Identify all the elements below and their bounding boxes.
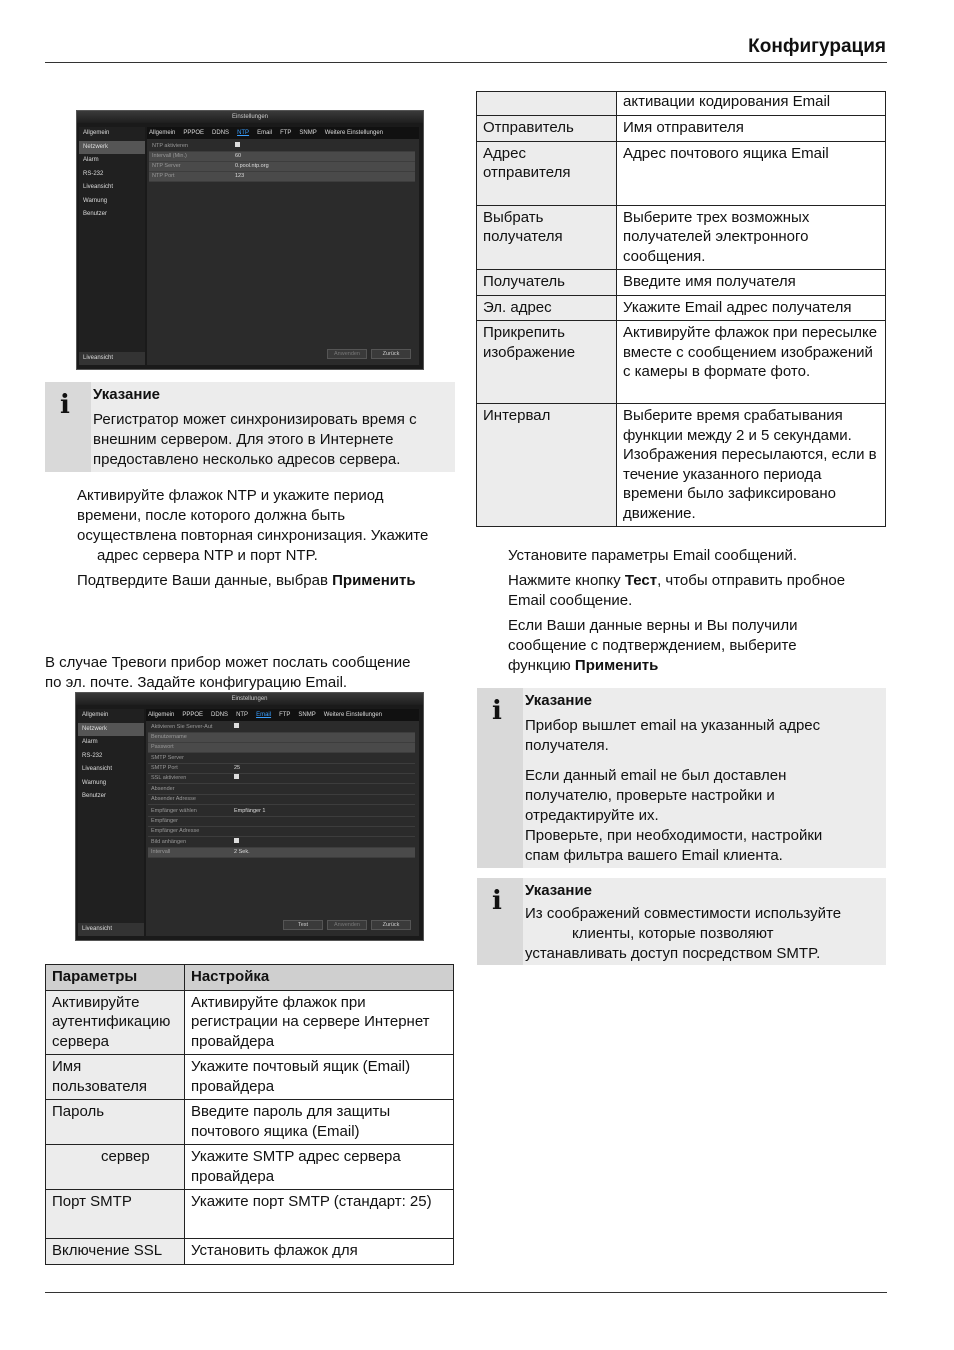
page-title: Конфигурация bbox=[748, 36, 886, 57]
settings-row: SMTP Server bbox=[148, 754, 415, 764]
settings-row: Empfänger Adresse bbox=[148, 827, 415, 837]
note-title: Указание bbox=[93, 386, 161, 403]
settings-row: NTP Server 0.pool.ntp.org bbox=[149, 162, 415, 172]
table-row: Интервал Выберите время срабатывания функции между 2 и 5 секундами. Изображения пересылаются, если в течение указанного периода времени было зафиксировано движение. bbox=[477, 404, 886, 527]
note-box bbox=[45, 382, 455, 472]
tab: SNMP bbox=[299, 130, 317, 136]
settings-row: SMTP Port 25 bbox=[148, 764, 415, 774]
email-settings-screenshot bbox=[75, 692, 424, 941]
table-row: активации кодирования Email bbox=[477, 92, 886, 116]
settings-row: Benutzername bbox=[148, 733, 415, 743]
back-button: Zurück bbox=[371, 920, 411, 930]
settings-row: Bild anhängen bbox=[148, 838, 415, 848]
email-params-table-continued bbox=[476, 91, 886, 527]
tab: PPPOE bbox=[182, 712, 204, 718]
note-text: Регистратор может синхронизировать время с внешним сервером. Для этого в Интернете предоставлено несколько адресов сервера. bbox=[93, 411, 417, 468]
sidebar-item: Allgemein bbox=[82, 712, 109, 718]
apply-button: Anwenden bbox=[327, 349, 367, 359]
sidebar-item: Warnung bbox=[83, 197, 108, 204]
sidebar-live-item: Liveansicht bbox=[78, 923, 144, 937]
settings-row: Intervall 2 Sek. bbox=[148, 848, 415, 858]
table-header-row: Параметры Настройка bbox=[46, 965, 454, 991]
tab: Weitere Einstellungen bbox=[323, 712, 383, 718]
email-instructions: Установите параметры Email сообщений. Нажмите кнопку Тест, чтобы отправить пробное Email сообщение. Если Ваши данные верны и Вы получили сообщение с подтверждением, выберите функцию Применить bbox=[508, 547, 846, 674]
checkbox-icon bbox=[234, 838, 239, 843]
settings-row: SSL aktivieren bbox=[148, 774, 415, 784]
sidebar-item: Alarm bbox=[83, 157, 99, 163]
tab: SNMP bbox=[298, 712, 316, 718]
tab: Allgemein bbox=[149, 130, 176, 136]
settings-row: Absender bbox=[148, 785, 415, 795]
header-rule bbox=[45, 62, 887, 63]
sidebar-item: Liveansicht bbox=[82, 766, 113, 772]
settings-row: Empfänger bbox=[148, 817, 415, 827]
checkbox-icon bbox=[234, 723, 239, 728]
sidebar-item-selected: Netzwerk bbox=[78, 723, 144, 737]
screenshot-sidebar bbox=[79, 127, 145, 365]
settings-row: Empfänger wählen Empfänger 1 bbox=[148, 807, 415, 817]
note-text: Из соображений совместимости используйте клиенты, которые позволяют устанавливать доступ посредством SMTP. bbox=[525, 905, 842, 962]
checkbox-icon bbox=[234, 774, 239, 779]
note-title: Указание bbox=[525, 882, 593, 899]
note-text: Прибор вышлет email на указанный адрес получателя. Если данный email не был доставлен получателю, проверьте настройки и отредактируйте их. Проверьте, при необходимости, настройки спам фильтра вашего Email клиента. bbox=[525, 717, 823, 864]
info-icon: i bbox=[60, 390, 70, 420]
screenshot-panel bbox=[147, 139, 419, 365]
info-icon: i bbox=[492, 886, 502, 916]
tab-active: NTP bbox=[237, 130, 250, 136]
table-row: Порт SMTP Укажите порт SMTP (стандарт: 25) bbox=[46, 1190, 454, 1239]
sidebar-item: Warnung bbox=[82, 779, 107, 786]
tab: NTP bbox=[236, 712, 249, 718]
ntp-instructions: Активируйте флажок NTP и укажите период времени, после которого должна быть осуществлена повторная синхронизация. Укажите адрес сервера NTP и порт NTP. Подтвердите Ваши данные, выбрав Применить bbox=[77, 487, 429, 589]
settings-row: Aktivieren Sie Server-Aut bbox=[148, 723, 415, 733]
table-row: Прикрепить изображение Активируйте флажок при пересылке вместе с сообщением изображений с камеры в формате фото. bbox=[477, 321, 886, 404]
screenshot-panel bbox=[146, 721, 419, 936]
email-params-table bbox=[45, 964, 454, 1265]
sidebar-item: Alarm bbox=[82, 739, 98, 745]
settings-row: NTP aktivieren bbox=[149, 142, 415, 152]
tab: Allgemein bbox=[148, 712, 175, 718]
note-box bbox=[477, 878, 886, 965]
table-row: Активируйте аутентификацию сервера Активируйте флажок при регистрации на сервере Интернет провайдера bbox=[46, 990, 454, 1055]
settings-row: Intervall (Min.) 60 bbox=[149, 152, 415, 162]
tab: Weitere Einstellungen bbox=[324, 130, 384, 136]
tab: DDNS bbox=[211, 712, 229, 718]
table-row: Эл. адрес Укажите Email адрес получателя bbox=[477, 295, 886, 321]
settings-row: NTP Port 123 bbox=[149, 172, 415, 182]
checkbox-icon bbox=[235, 142, 240, 147]
sidebar-item: Benutzer bbox=[82, 793, 107, 799]
note-box bbox=[477, 688, 886, 868]
sidebar-item: Liveansicht bbox=[83, 184, 114, 190]
test-button: Test bbox=[283, 920, 323, 930]
ntp-settings-screenshot bbox=[76, 110, 424, 370]
sidebar-item: RS-232 bbox=[82, 752, 103, 759]
table-row: Адрес отправителя Адрес почтового ящика Email bbox=[477, 141, 886, 205]
tab: Email bbox=[257, 130, 273, 136]
note-title: Указание bbox=[525, 692, 593, 709]
settings-row: Absender Adresse bbox=[148, 795, 415, 805]
back-button: Zurück bbox=[371, 349, 411, 359]
tab: DDNS bbox=[212, 130, 230, 136]
info-icon: i bbox=[492, 696, 502, 726]
table-row: Выбрать получателя Выберите трех возможных получателей электронного сообщения. bbox=[477, 205, 886, 270]
tab-active: Email bbox=[256, 712, 272, 718]
table-row: Включение SSL Установить флажок для bbox=[46, 1239, 454, 1265]
tab: FTP bbox=[280, 130, 292, 136]
sidebar-item-selected: Netzwerk bbox=[79, 141, 145, 155]
table-row: Пароль Введите пароль для защиты почтового ящика (Email) bbox=[46, 1100, 454, 1145]
table-row: сервер Укажите SMTP адрес сервера провайдера bbox=[46, 1145, 454, 1190]
sidebar-live-item: Liveansicht bbox=[79, 352, 145, 366]
sidebar-item: Benutzer bbox=[83, 211, 108, 217]
sidebar-item: RS-232 bbox=[83, 170, 104, 177]
settings-row: Passwort bbox=[148, 743, 415, 753]
screenshot-tabs bbox=[147, 127, 419, 139]
table-row: Получатель Введите имя получателя bbox=[477, 270, 886, 296]
footer-rule bbox=[45, 1292, 887, 1293]
screenshot-title: Einstellungen bbox=[76, 693, 423, 705]
screenshot-tabs bbox=[146, 709, 419, 721]
sidebar-item: Allgemein bbox=[83, 130, 110, 136]
tab: FTP bbox=[279, 712, 291, 718]
email-intro: В случае Тревоги прибор может послать сообщение по эл. почте. Задайте конфигурацию Email. bbox=[45, 654, 411, 691]
screenshot-sidebar bbox=[78, 709, 144, 936]
table-row: Имя пользователя Укажите почтовый ящик (Email) провайдера bbox=[46, 1055, 454, 1100]
table-row: Отправитель Имя отправителя bbox=[477, 116, 886, 142]
apply-button: Anwenden bbox=[327, 920, 367, 930]
tab: PPPOE bbox=[183, 130, 205, 136]
screenshot-title: Einstellungen bbox=[77, 111, 423, 123]
